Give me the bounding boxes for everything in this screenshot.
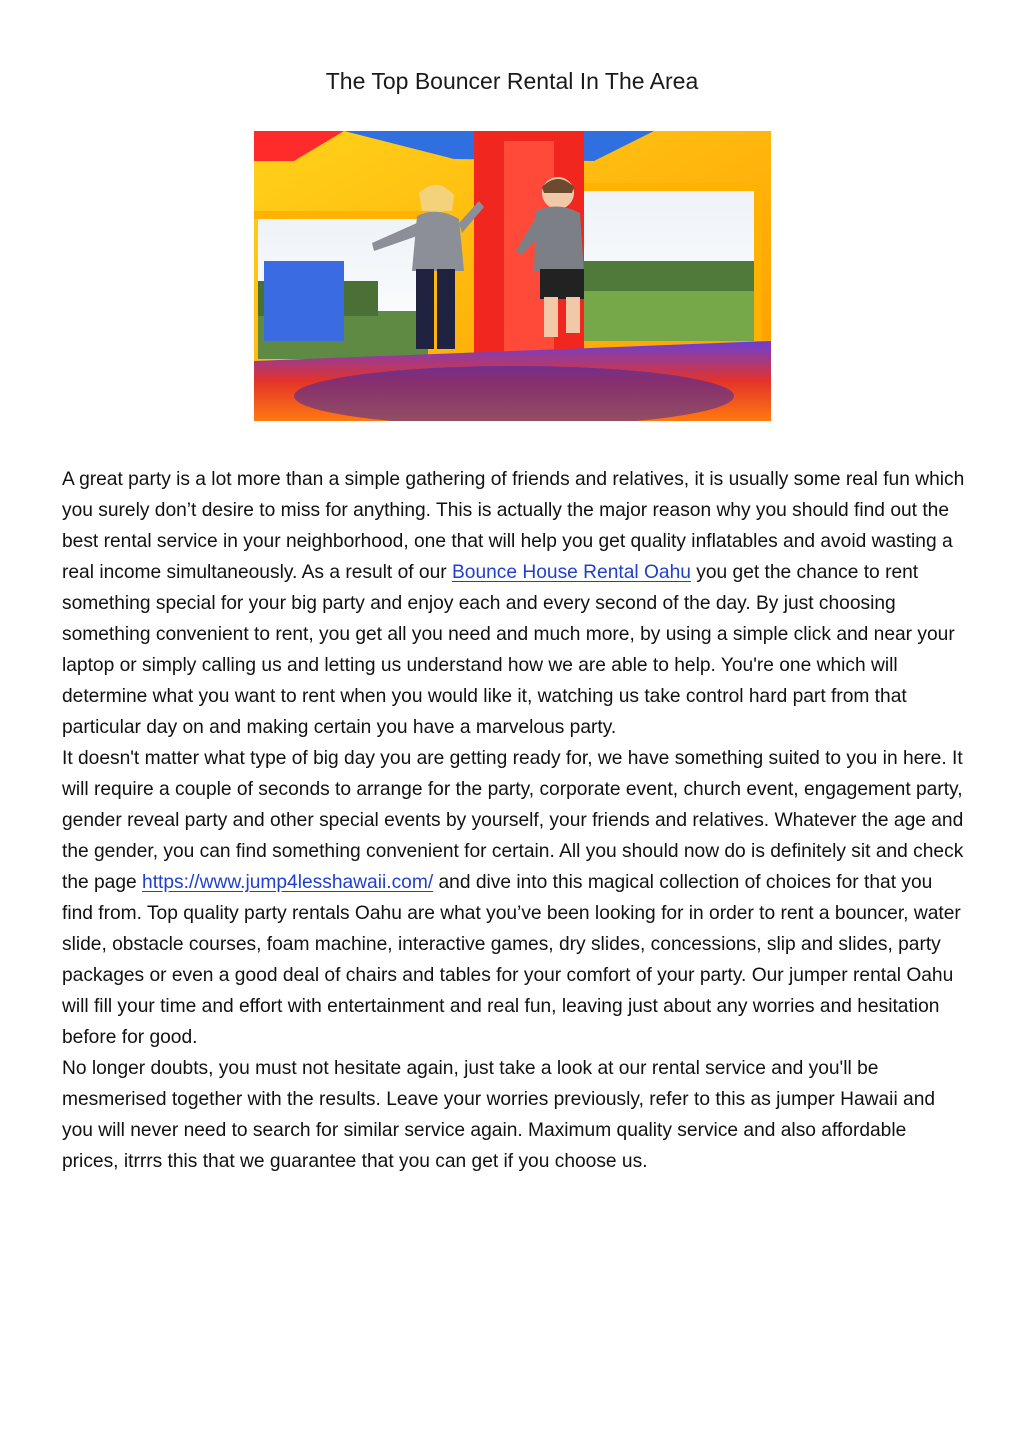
paragraph-2 [62, 743, 967, 1053]
hero-image [254, 131, 771, 421]
paragraph-1-text-before-link: A great party is a lot more than a simple gathering of friends and relatives, it is usually some real fun which you surely don’t desire to miss for anything. This is actually the major reason why you should find out the best rental service in your neighborhood, one that will help you get quality inflatables and avoid wasting a real income simultaneously. As a result of our [62, 469, 965, 583]
bounce-house-rental-oahu-link[interactable]: Bounce House Rental Oahu [451, 562, 691, 583]
paragraph-3: No longer doubts, you must not hesitate again, just take a look at our rental service and you'll be mesmerised together with the results. Leave your worries previously, refer to this as jumper Hawaii and you will never need to search for similar service again. Maximum quality service and also affordable prices, itrrrs this that we guarantee that you can get if you choose us. [62, 1058, 936, 1172]
page-title: The Top Bouncer Rental In The Area [325, 68, 699, 94]
bounce-house-photo-icon [254, 131, 771, 421]
article-body [62, 464, 967, 1177]
paragraph-1-text-after-link: you get the chance to rent something special for your big party and enjoy each and every second of the day. By just choosing something convenient to rent, you get all you need and much more, by using a simple click and near your laptop or simply calling us and letting us understand how we are able to help. You're one which will determine what you want to rent when you would like it, watching us take control hard part from that particular day on and making certain you have a marvelous party. [62, 562, 955, 738]
paragraph-2-text-after-link: and dive into this magical collection of choices for that you find from. Top quality party rentals Oahu are what you’ve been looking for in order to rent a bouncer, water slide, obstacle courses, foam machine, interactive games, dry slides, concessions, slip and slides, party packages or even a good deal of chairs and tables for your comfort of your party. Our jumper rental Oahu will fill your time and effort with entertainment and real fun, leaving just about any worries and hesitation before for good. [62, 872, 961, 1048]
jump4lesshawaii-link[interactable]: https://www.jump4lesshawaii.com/ [142, 872, 434, 893]
paragraph-2-text-before-link: It doesn't matter what type of big day you are getting ready for, we have something suited to you in here. It will require a couple of seconds to arrange for the party, corporate event, church event, engagement party, gender reveal party and other special events by yourself, your friends and relatives. Whatever the age and the gender, you can find something convenient for certain. All you should now do is definitely sit and check the page [62, 748, 964, 893]
paragraph-1 [62, 464, 967, 743]
